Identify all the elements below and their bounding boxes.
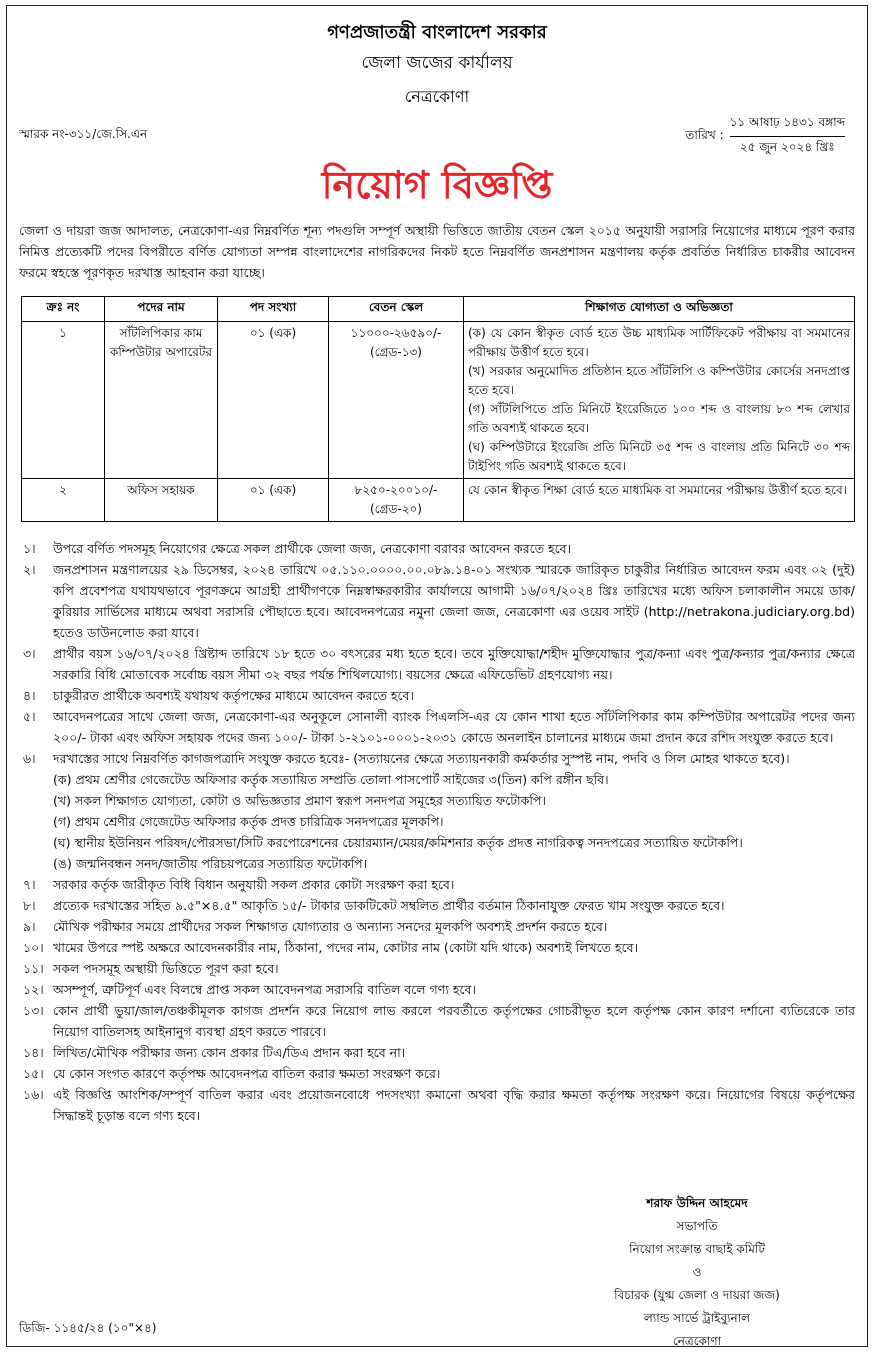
vacancy-table bbox=[21, 296, 855, 522]
office-heading: জেলা জজের কার্যালয় bbox=[361, 53, 513, 73]
cell-serial: ২ bbox=[22, 479, 105, 522]
cell-post: অফিস সহায়ক bbox=[105, 479, 218, 522]
memo-number: স্মারক নং-৩১১/জে.সি.এন bbox=[19, 127, 148, 141]
item-number: ১২। bbox=[23, 982, 44, 997]
header-qualification: শিক্ষাগত যোগ্যতা ও অভিজ্ঞতা bbox=[464, 297, 855, 322]
cell-serial: ১ bbox=[22, 322, 105, 479]
header-scale: বেতন স্কেল bbox=[329, 297, 464, 322]
item-number: ৯। bbox=[23, 919, 36, 934]
item-number: ১৪। bbox=[23, 1045, 44, 1060]
list-item bbox=[19, 559, 855, 643]
sub-item: (ক) প্রথম শ্রেণীর গেজেটেড অফিসার কর্তৃক সত্যায়িত সম্প্রতি তোলা পাসপোর্ট সাইজের ৩(তিন) কপি রঙ্গীন ছবি। bbox=[53, 772, 609, 787]
scale-value: ১১০০০-২৬৫৯০/- bbox=[350, 326, 442, 340]
header-post: পদের নাম bbox=[105, 297, 218, 322]
date-english: ২৫ জুন ২০২৪ খ্রিঃ bbox=[739, 140, 835, 154]
item-number: ১৩। bbox=[23, 1003, 44, 1018]
notice-page bbox=[6, 5, 868, 1347]
list-item bbox=[19, 874, 855, 895]
grade-value: (গ্রেড-১৩) bbox=[370, 345, 422, 359]
list-item bbox=[19, 916, 855, 937]
item-text: কোন প্রার্থী ভুয়া/জাল/তঞ্চকীমূলক কাগজ প্রদর্শন করে নিয়োগ লাভ করলে পরবর্তীতে কর্তৃপক্ষের গোচরীভূত হলে কর্তৃপক্ষ কোন কারণ দর্শানো ব্যতিরেকে তার নিয়োগ বাতিলসহ আইনানুগ ব্যবস্থা গ্রহণ করতে পারবে। bbox=[53, 1003, 855, 1039]
date-values bbox=[730, 114, 845, 159]
list-item bbox=[19, 895, 855, 916]
header-serial: ক্রঃ নং bbox=[22, 297, 105, 322]
qualification-item: (গ) সাঁটলিপিতে প্রতি মিনিটে ইংরেজিতে ১০০ শব্দ ও বাংলায় ৮০ শব্দ লেখার গতি অবশ্যই থাকতে হবে। bbox=[468, 402, 850, 435]
committee-name: নিয়োগ সংক্রান্ত বাছাই কমিটি bbox=[629, 1242, 765, 1256]
conjunction: ও bbox=[692, 1265, 702, 1279]
qualification-item: (খ) সরকার অনুমোদিত প্রতিষ্ঠান হতে সাঁটলিপি ও কম্পিউটার কোর্সের সনদপ্রাপ্ত হতে হবে। bbox=[468, 364, 850, 397]
date-block bbox=[685, 114, 845, 159]
list-item bbox=[19, 1042, 855, 1063]
sub-item: (গ) প্রথম শ্রেণীর গেজেটেড অফিসার কর্তৃক প্রদত্ত চারিত্রিক সনদপত্রের মূলকপি। bbox=[53, 814, 444, 829]
item-text: যে কোন সংগত কারণে কর্তৃপক্ষ আবেদনপত্র বাতিল করার ক্ষমতা সংরক্ষণ করে। bbox=[53, 1066, 441, 1081]
cell-count: ০১ (এক) bbox=[218, 322, 329, 479]
list-item bbox=[19, 706, 855, 748]
signatory-place: নেত্রকোণা bbox=[672, 1334, 722, 1347]
list-item bbox=[19, 748, 855, 874]
list-item bbox=[19, 1084, 855, 1126]
cell-post: সাঁটলিপিকার কাম কম্পিউটার অপারেটর bbox=[105, 322, 218, 479]
list-item bbox=[19, 979, 855, 1000]
conditions-list bbox=[19, 538, 855, 1126]
item-number: ১১। bbox=[23, 961, 44, 976]
item-text: খামের উপরে স্পষ্ট অক্ষরে আবেদনকারীর নাম, ঠিকানা, পদের নাম, কোটার নাম (কোটা যদি থাকে) অবশ্যই লিখতে হবে। bbox=[53, 940, 639, 955]
item-text: চাকুরীরত প্রার্থীকে অবশ্যই যথাযথ কর্তৃপক্ষের মাধ্যমে আবেদন করতে হবে। bbox=[53, 688, 414, 703]
ad-code: ডিজি- ১১৪৫/২৪ (১০"×৪) bbox=[19, 1321, 157, 1335]
notice-title: নিয়োগ বিজ্ঞপ্তি bbox=[321, 163, 553, 207]
item-number: ১৬। bbox=[23, 1087, 44, 1102]
qualification-item: (ক) যে কোন স্বীকৃত বোর্ড হতে উচ্চ মাধ্যমিক সার্টিফিকেট পরীক্ষায় বা সমমানের পরীক্ষায় উত্তীর্ণ হতে হবে। bbox=[468, 326, 850, 359]
cell-scale bbox=[329, 322, 464, 479]
list-item bbox=[19, 958, 855, 979]
item-text: মৌখিক পরীক্ষার সময়ে প্রার্থীদের সকল শিক্ষাগত যোগ্যতার ও অন্যান্য সনদের মূলকপি অবশ্যই প্রদর্শন করতে হবে। bbox=[53, 919, 608, 934]
table-row bbox=[22, 479, 855, 522]
intro-paragraph: জেলা ও দায়রা জজ আদালত, নেত্রকোণা-এর নিম্নবর্ণিত শূন্য পদগুলি সম্পূর্ণ অস্থায়ী ভিত্তিতে জাতীয় বেতন স্কেল ২০১৫ অনুযায়ী সরাসরি নিয়োগের মাধ্যমে পূরণ করার নিমিত্ত প্রত্যেকটি পদের বিপরীতে বর্ণিত যোগ্যতা সম্পন্ন বাংলাদেশের নাগরিকদের নিকট হতে নিম্নবর্ণিত জনপ্রশাসন মন্ত্রণালয় কর্তৃক প্রবর্তিত নির্ধারিত চাকরীর আবেদন ফরমে স্বহস্তে পূরণকৃত দরখাস্ত আহবান করা যাচ্ছে। bbox=[19, 223, 855, 280]
item-text: জনপ্রশাসন মন্ত্রণালয়ের ২৯ ডিসেম্বর, ২০২৪ তারিখে ০৫.১১০.০০০০.০০.০৮৯.১৪-০১ সংখ্যক স্মারকে জারিকৃত চাকুরীর নির্ধারিত আবেদন ফরম এবং ০২ (দুই) কপি প্রবেশপত্র যথাযথভাবে পূরণক্রমে আগ্রহী প্রার্থীগণকে নিম্নস্বাক্ষরকারীর কার্যালয়ে আগামী ১৬/০৭/২০২৪ খ্রিঃ তারিখের মধ্যে অফিস চলাকালীন সময়ে ডাক/কুরিয়ার সার্ভিসের মাধ্যমে অথবা সরাসরি পৌছাতে হবে। আবেদনপত্রের নমুনা জেলা জজ, নেত্রকোণা এর ওয়েব সাইট (http://netrakona.judiciary.org.bd) হতেও ডাউনলোড করা যাবে। bbox=[53, 562, 855, 640]
cell-count: ০১ (এক) bbox=[218, 479, 329, 522]
item-number: ১০। bbox=[23, 940, 44, 955]
header-count: পদ সংখ্যা bbox=[218, 297, 329, 322]
item-text: সরকার কর্তৃক জারীকৃত বিধি বিধান অনুযায়ী সকল প্রকার কোটা সংরক্ষণ করা হবে। bbox=[53, 877, 455, 892]
item-text: দরখাস্তের সাথে নিম্নবর্ণিত কাগজপত্রাদি সংযুক্ত করতে হবেঃ- (সত্যায়নের ক্ষেত্রে সত্যায়নকারী কর্মকর্তার সুস্পষ্ট নাম, পদবি ও সিল মোহর থাকতে হবে)। bbox=[53, 751, 790, 766]
scale-value: ৮২৫০-২০০১০/- bbox=[354, 483, 438, 497]
item-number: ৭। bbox=[23, 877, 36, 892]
sub-item: (ঙ) জন্মনিবন্ধন সনদ/জাতীয় পরিচয়পত্রের সত্যায়িত ফটোকপি। bbox=[53, 856, 368, 871]
item-number: ১৫। bbox=[23, 1066, 44, 1081]
date-bangla: ১১ আষাঢ় ১৪৩১ বঙ্গাব্দ bbox=[730, 114, 845, 137]
item-text: সকল পদসমূহ অস্থায়ী ভিত্তিতে পূরণ করা হবে। bbox=[53, 961, 279, 976]
grade-value: (গ্রেড-২০) bbox=[370, 502, 422, 516]
sub-item: (ঘ) স্থানীয় ইউনিয়ন পরিষদ/পৌরসভা/সিটি করপোরেশনের চেয়ারম্যান/মেয়র/কমিশনার কর্তৃক প্রদত্ত নাগরিকত্ব সনদপত্রের সত্যায়িত ফটোকপি। bbox=[53, 835, 743, 850]
item-number: ৪। bbox=[23, 688, 36, 703]
item-number: ৩। bbox=[23, 646, 36, 661]
item-text: প্রত্যেক দরখাস্তের সহিত ৯.৫"×৪.৫" আকৃতি ১৫/- টাকার ডাকটিকেট সম্বলিত প্রার্থীর বর্তমান ঠিকানাযুক্ত ফেরত খাম সংযুক্ত করতে হবে। bbox=[53, 898, 725, 913]
item-number: ৮। bbox=[23, 898, 36, 913]
judge-title: বিচারক (যুগ্ম জেলা ও দায়রা জজ) bbox=[614, 1288, 780, 1302]
sub-item: (খ) সকল শিক্ষাগত যোগ্যতা, কোটা ও অভিজ্ঞতার প্রমাণ স্বরূপ সনদপত্র সমূহের সত্যায়িত ফটোকপি। bbox=[53, 793, 546, 808]
item-number: ২। bbox=[23, 562, 36, 577]
item-text: আবেদনপত্রের সাথে জেলা জজ, নেত্রকোণা-এর অনুকূলে সোনালী ব্যাংক পিএলসি-এর যে কোন শাখা হতে সাঁটলিপিকার কাম কম্পিউটার অপারেটর পদের জন্য ২০০/- টাকা এবং অফিস সহায়ক পদের জন্য ১০০/- টাকা ১-২১০১-০০০১-২০৩১ কোডে অনলাইন চালানের মাধ্যমে জমা প্রদান করে রশিদ সংযুক্ত করতে হবে। bbox=[53, 709, 855, 745]
item-number: ১। bbox=[23, 541, 36, 556]
qualification-item: যে কোন স্বীকৃত শিক্ষা বোর্ড হতে মাধ্যমিক বা সমমানের পরীক্ষায় উত্তীর্ণ হতে হবে। bbox=[468, 483, 847, 497]
item-text: প্রার্থীর বয়স ১৬/০৭/২০২৪ খ্রিষ্টাব্দ তারিখে ১৮ হতে ৩০ বৎসরের মধ্য হতে হবে। তবে মুক্তিযোদ্ধা/শহীদ মুক্তিযোদ্ধার পুত্র/কন্যা এবং পুত্র/কন্যার পুত্র/কন্যার ক্ষেত্রে সরকারি বিধি মোতাবেক সর্বোচ্চ বয়স সীমা ৩২ বছর পর্যন্ত শিথিলযোগ্য। বয়সের ক্ষেত্রে এফিডেভিট গ্রহণযোগ্য নয়। bbox=[53, 646, 855, 682]
table-row bbox=[22, 322, 855, 479]
list-item bbox=[19, 685, 855, 706]
item-number: ৫। bbox=[23, 709, 36, 724]
item-text: উপরে বর্ণিত পদসমূহ নিয়োগের ক্ষেত্রে সকল প্রার্থীকে জেলা জজ, নেত্রকোণা বরাবর আবেদন করতে হবে। bbox=[53, 541, 572, 556]
qualification-item: (ঘ) কম্পিউটারে ইংরেজি প্রতি মিনিটে ৩৫ শব্দ ও বাংলায় প্রতি মিনিটে ৩০ শব্দ টাইপিং গতি অবশ্যই থাকতে হবে। bbox=[468, 440, 850, 473]
item-text: এই বিজ্ঞপ্তি আংশিক/সম্পূর্ণ বাতিল করার এবং প্রয়োজনবোধে পদসংখ্যা কমানো অথবা বৃদ্ধি করার ক্ষমতা কর্তৃপক্ষ সংরক্ষণ করে। নিয়োগের বিষয়ে কর্তৃপক্ষের সিদ্ধান্তই চূড়ান্ত বলে গণ্য হবে। bbox=[53, 1087, 855, 1123]
list-item bbox=[19, 1000, 855, 1042]
cell-scale bbox=[329, 479, 464, 522]
list-item bbox=[19, 643, 855, 685]
list-item bbox=[19, 538, 855, 559]
signatory-title: সভাপতি bbox=[676, 1219, 718, 1233]
tribunal-name: ল্যান্ড সার্ভে ট্রাইব্যুনাল bbox=[643, 1311, 751, 1325]
cell-qualification bbox=[464, 322, 855, 479]
list-item bbox=[19, 937, 855, 958]
cell-qualification bbox=[464, 479, 855, 522]
signatory-name: শরাফ উদ্দিন আহমেদ bbox=[646, 1196, 748, 1210]
date-label: তারিখ : bbox=[685, 127, 724, 142]
district-heading: নেত্রকোণা bbox=[404, 87, 470, 106]
table-header-row bbox=[22, 297, 855, 322]
item-number: ৬। bbox=[23, 751, 36, 766]
item-text: অসম্পূর্ণ, ত্রুটিপূর্ণ এবং বিলম্বে প্রাপ্ত সকল আবেদনপত্র সরাসরি বাতিল বলে গণ্য হবে। bbox=[53, 982, 476, 997]
signature-block bbox=[567, 1192, 827, 1347]
list-item bbox=[19, 1063, 855, 1084]
item-text: লিখিত/মৌখিক পরীক্ষার জন্য কোন প্রকার টিএ/ডিএ প্রদান করা হবে না। bbox=[53, 1045, 406, 1060]
government-heading: গণপ্রজাতন্ত্রী বাংলাদেশ সরকার bbox=[327, 22, 547, 43]
